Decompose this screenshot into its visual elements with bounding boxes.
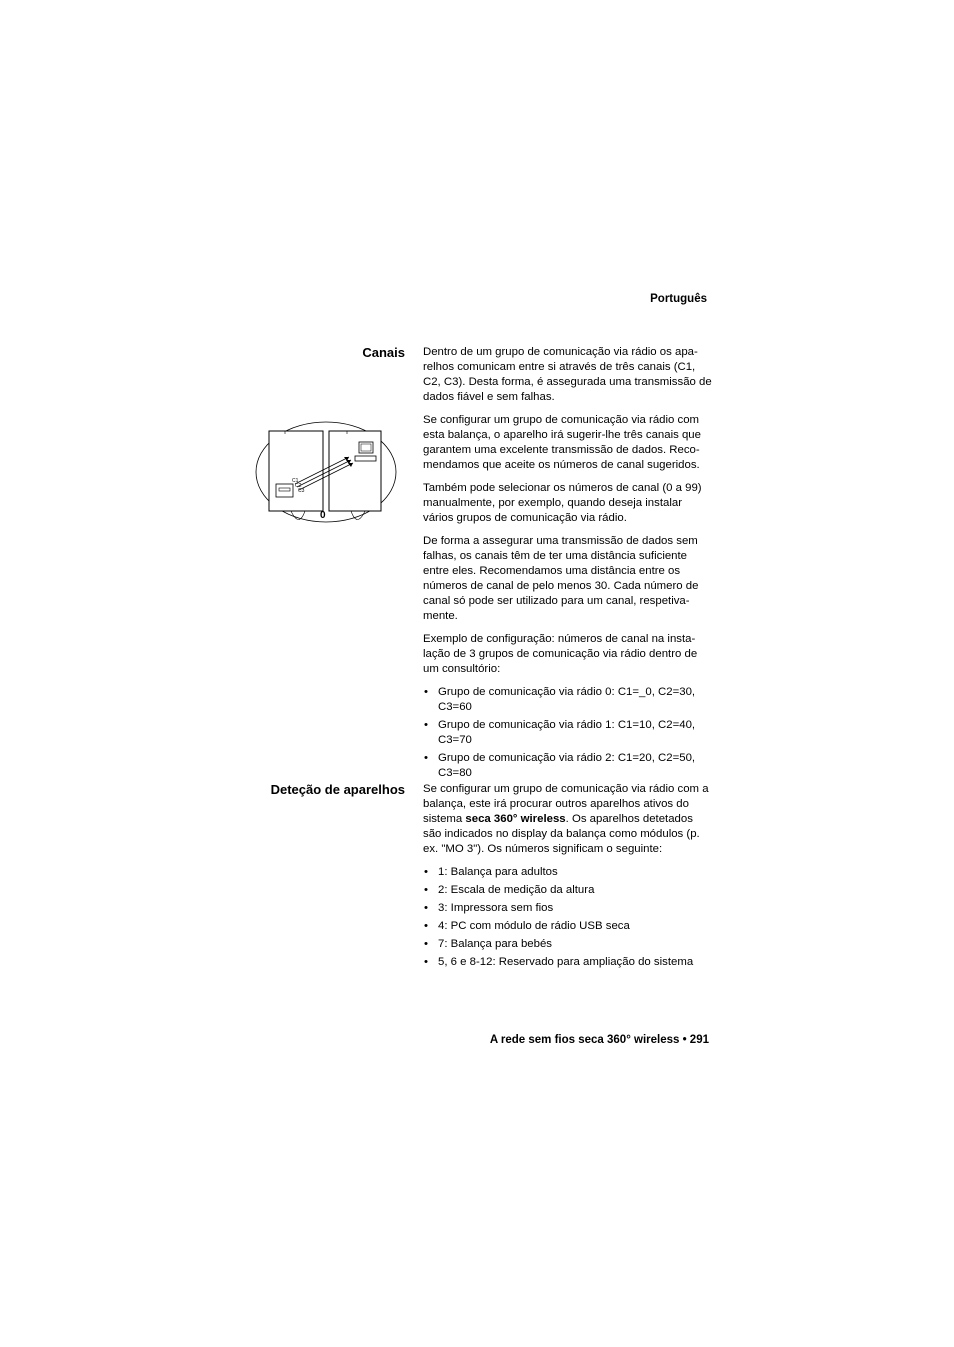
group-number-label: 0 bbox=[320, 510, 326, 521]
list-item: • 3: Impressora sem fios bbox=[423, 901, 713, 916]
list-item: • Grupo de comunicação via rádio 0: C1=_0, C2=30, C3=60 bbox=[423, 685, 713, 715]
section-heading-canais: Canais bbox=[362, 345, 405, 360]
intro-text: . Os aparelhos detetados são indicados no display da balança como módulos (p. ex. "MO 3"). Os números significam o seguinte: bbox=[423, 813, 700, 855]
paragraph: Dentro de um grupo de comunicação via rádio os apa-relhos comunicam entre si através de três canais (C1, C2, C3). Desta forma, é assegurada uma transmissão de dados fiável e sem falhas. bbox=[423, 346, 712, 403]
section-heading-detecao: Deteção de aparelhos bbox=[270, 782, 405, 797]
language-label: Português bbox=[650, 293, 707, 305]
channel-label-c3: C3 bbox=[298, 488, 305, 494]
canais-body bbox=[423, 345, 713, 784]
list-item: • Grupo de comunicação via rádio 2: C1=20, C2=50, C3=80 bbox=[423, 751, 713, 781]
paragraph: Se configurar um grupo de comunicação via rádio com esta balança, o aparelho irá sugerir-lhe três canais que garantem uma excelente transmissão de dados. Reco-mendamos que aceite os números de canal sugeridos. bbox=[423, 414, 701, 471]
room-left bbox=[269, 431, 323, 511]
channel-label-c1: C1 bbox=[292, 478, 299, 484]
list-item: • 7: Balança para bebés bbox=[423, 937, 713, 952]
page-footer: A rede sem fios seca 360° wireless • 291 bbox=[489, 1034, 709, 1046]
list-item: • Grupo de comunicação via rádio 1: C1=10, C2=40, C3=70 bbox=[423, 718, 713, 748]
list-item: • 5, 6 e 8-12: Reservado para ampliação do sistema bbox=[423, 955, 713, 970]
paragraph bbox=[423, 782, 713, 857]
channel-label-c2: C2 bbox=[295, 483, 302, 489]
channel-example-list bbox=[423, 685, 713, 781]
list-item: • 1: Balança para adultos bbox=[423, 865, 713, 880]
list-item: • 2: Escala de medição da altura bbox=[423, 883, 713, 898]
paragraph: Exemplo de configuração: números de canal na insta-lação de 3 grupos de comunicação via rádio dentro de um consultório: bbox=[423, 633, 698, 675]
paragraph: De forma a assegurar uma transmissão de dados sem falhas, os canais têm de ter uma distância suficiente entre eles. Recomendamos uma distância entre os números de canal de pelo menos 30. Cada número de canal só pode ser utilizado para um canal, respetiva-mente. bbox=[423, 535, 699, 622]
channels-diagram bbox=[255, 420, 405, 530]
paragraph: Também pode selecionar os números de canal (0 a 99) manualmente, por exemplo, quando deseja instalar vários grupos de comunicação via rádio. bbox=[423, 482, 702, 524]
keyboard-icon bbox=[355, 456, 376, 461]
detecao-body bbox=[423, 782, 713, 973]
module-number-list bbox=[423, 865, 713, 970]
list-item: • 4: PC com módulo de rádio USB seca bbox=[423, 919, 713, 934]
intro-text: Se configurar um grupo de comunicação via rádio com a balança, este irá procurar outros aparelhos ativos do sistema bbox=[423, 783, 709, 825]
product-name: seca 360° wireless bbox=[465, 813, 566, 825]
